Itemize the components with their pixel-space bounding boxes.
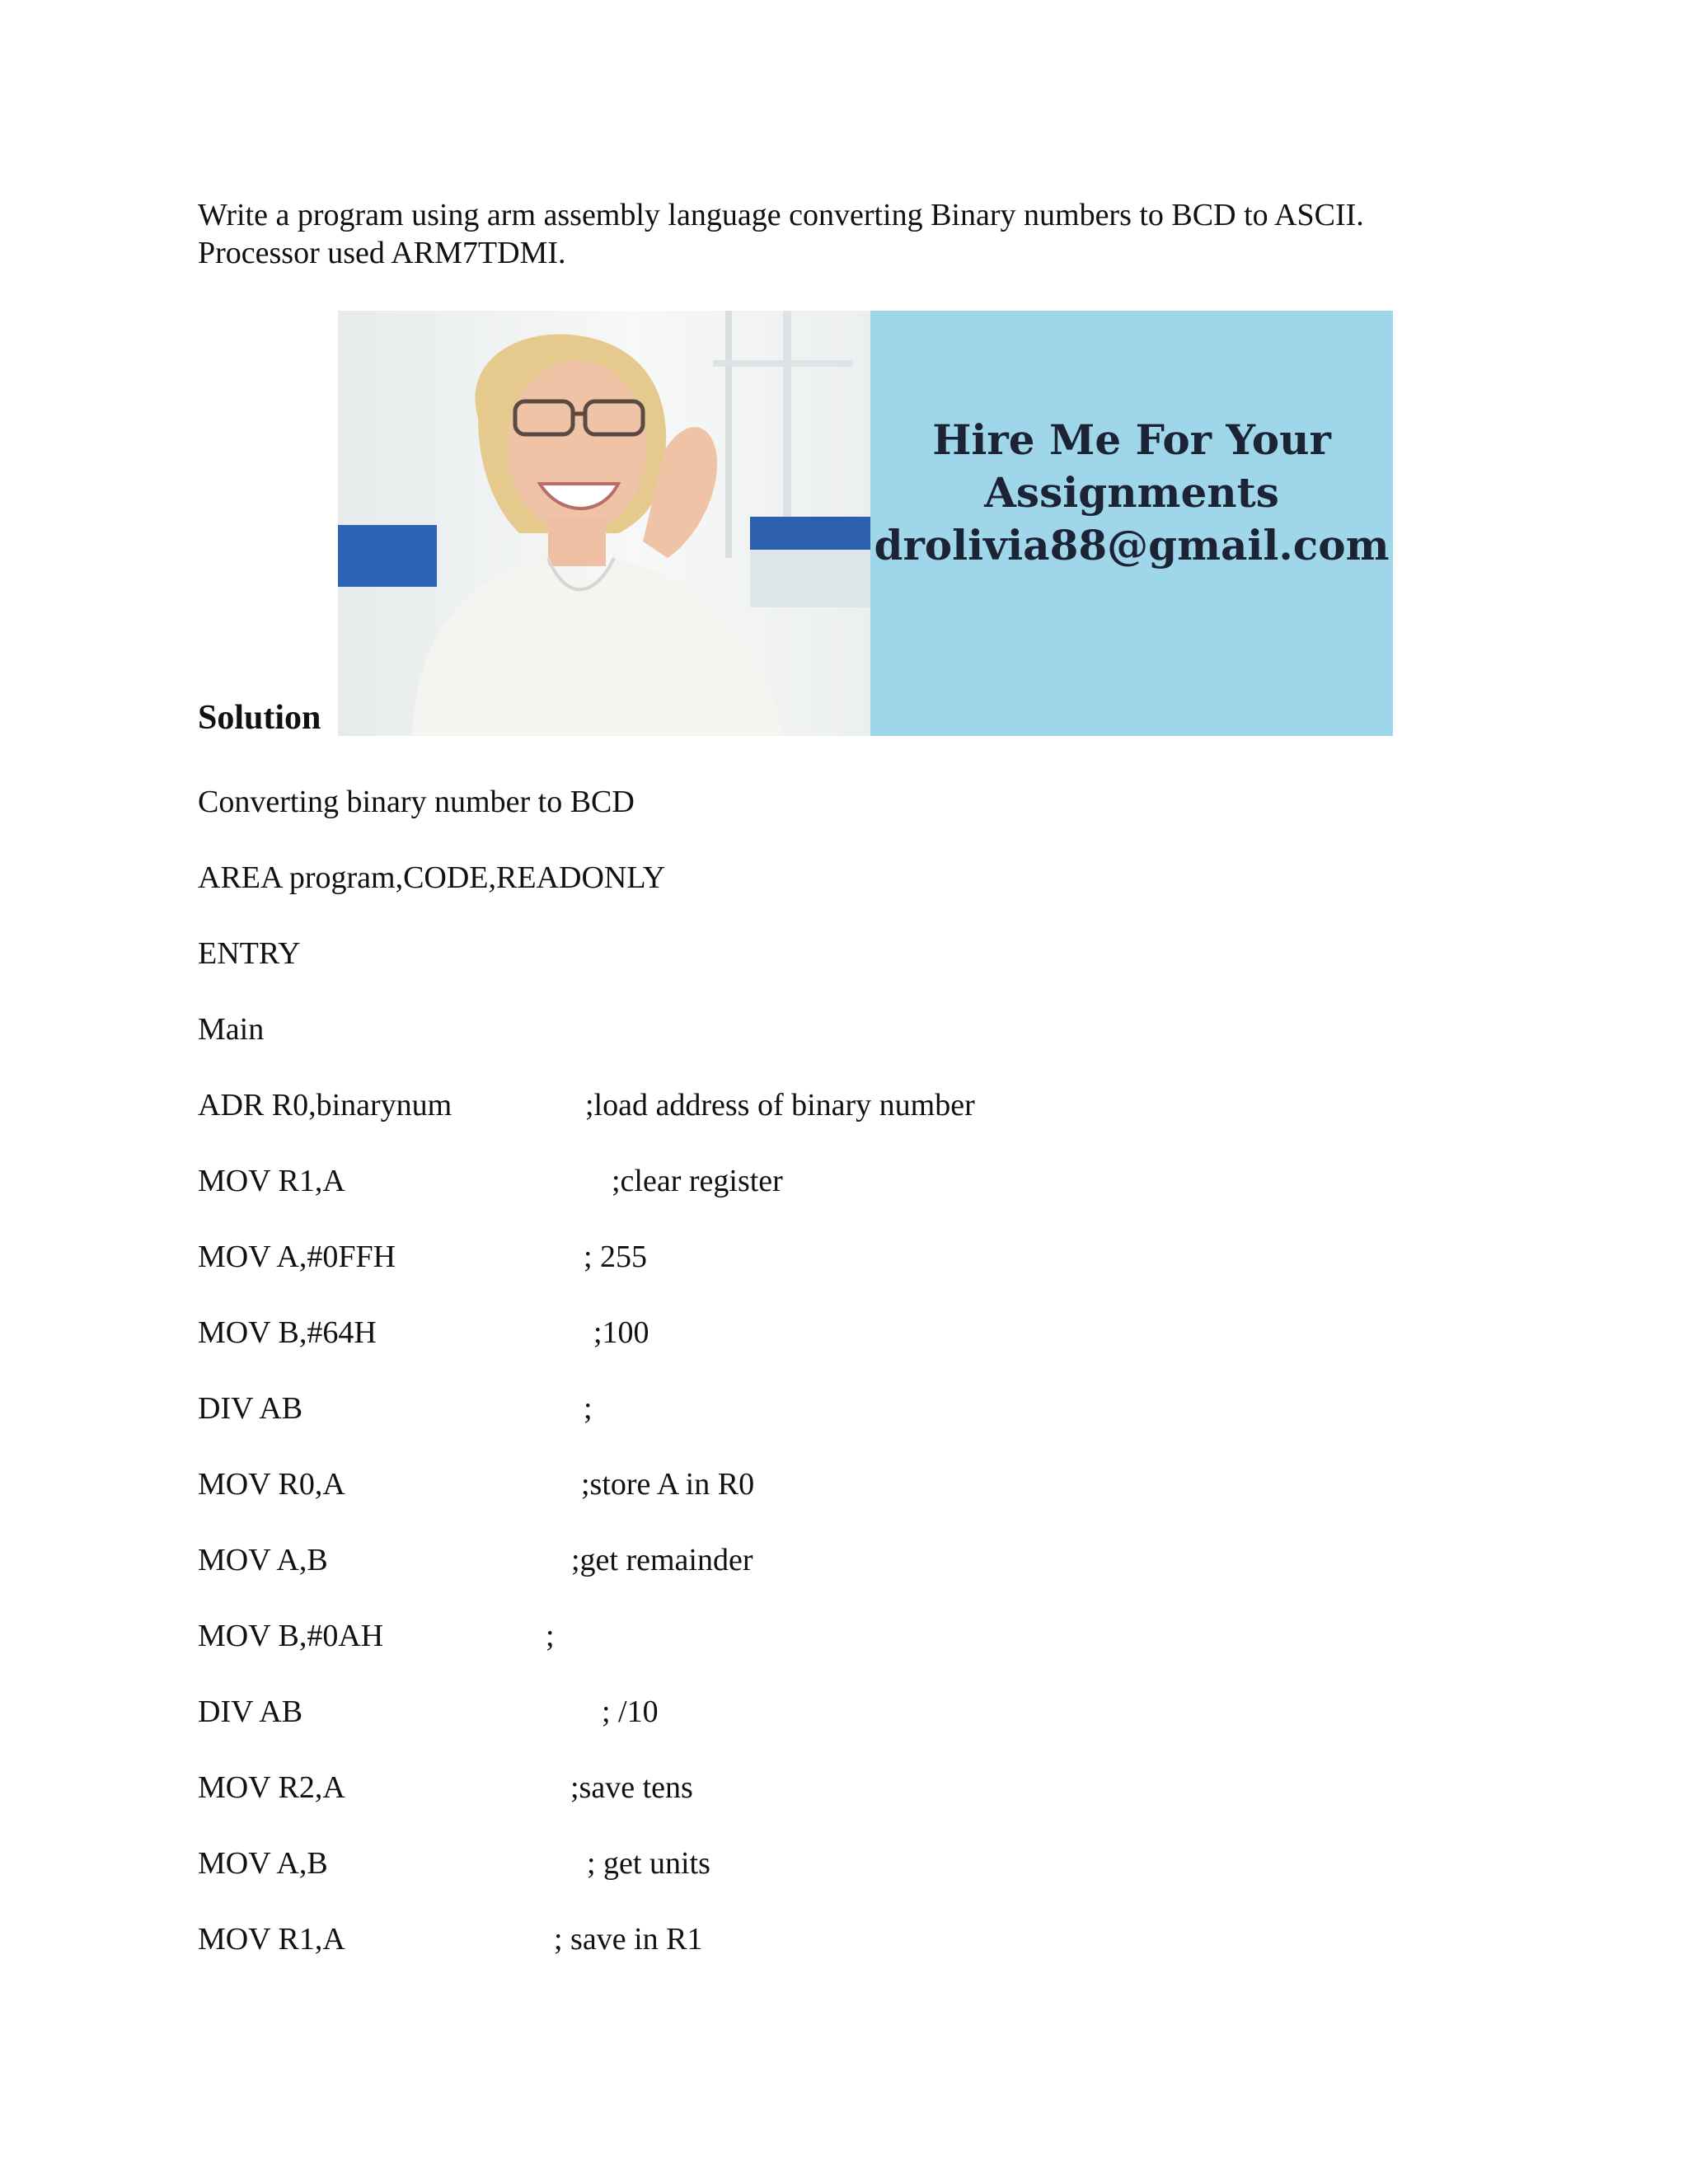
code-line (0, 1390, 1688, 1427)
code-comment: ; (546, 1619, 555, 1653)
code-instruction: DIV AB (198, 1391, 303, 1426)
code-line (0, 1920, 1688, 1958)
promo-line: Hire Me For Your (932, 415, 1331, 464)
code-line (0, 859, 1688, 897)
question-line: Processor used ARM7TDMI. (198, 236, 566, 270)
promo-text (870, 414, 1393, 572)
code-comment: ;clear register (612, 1164, 783, 1198)
code-instruction: MOV A,#0FFH (198, 1240, 396, 1274)
section-title: Converting binary number to BCD (198, 785, 635, 819)
advertisement-banner (338, 311, 1393, 736)
code-comment: ; save in R1 (554, 1922, 703, 1957)
code-line (0, 1238, 1688, 1276)
code-line (0, 1693, 1688, 1731)
code-instruction: MOV R2,A (198, 1770, 345, 1805)
code-instruction: MOV B,#64H (198, 1315, 377, 1350)
code-instruction: MOV A,B (198, 1846, 328, 1881)
code-instruction: ENTRY (198, 936, 301, 971)
code-comment: ;load address of binary number (585, 1088, 975, 1122)
code-line (0, 1465, 1688, 1503)
promo-line: Assignments (984, 468, 1279, 517)
woman-portrait-illustration (338, 311, 870, 736)
promo-panel (870, 311, 1393, 736)
code-line (0, 1086, 1688, 1124)
code-comment: ;store A in R0 (581, 1467, 755, 1502)
code-instruction: ADR R0,binarynum (198, 1088, 452, 1122)
code-instruction: MOV R1,A (198, 1164, 345, 1198)
code-line (0, 1010, 1688, 1048)
code-instruction: MOV R1,A (198, 1922, 345, 1957)
code-line (0, 1162, 1688, 1200)
code-line (0, 1769, 1688, 1807)
code-line (0, 1844, 1688, 1882)
code-line (0, 1314, 1688, 1352)
code-comment: ; 255 (584, 1240, 648, 1274)
code-instruction: MOV B,#0AH (198, 1619, 384, 1653)
code-line (0, 1541, 1688, 1579)
question-text (198, 196, 1517, 272)
code-comment: ; (584, 1391, 593, 1426)
code-comment: ; get units (587, 1846, 710, 1881)
solution-heading: Solution (198, 699, 321, 737)
code-comment: ; /10 (602, 1694, 659, 1729)
woman-photo (338, 311, 870, 736)
code-line (0, 1617, 1688, 1655)
code-instruction: AREA program,CODE,READONLY (198, 860, 666, 895)
code-comment: ;get remainder (571, 1543, 753, 1577)
code-instruction: MOV R0,A (198, 1467, 345, 1502)
code-instruction: DIV AB (198, 1694, 303, 1729)
code-instruction: MOV A,B (198, 1543, 328, 1577)
code-comment: ;100 (593, 1315, 649, 1350)
code-instruction: Main (198, 1012, 265, 1047)
code-comment: ;save tens (570, 1770, 693, 1805)
question-line: Write a program using arm assembly language converting Binary numbers to BCD to ASCII. (198, 198, 1364, 232)
code-line (0, 935, 1688, 972)
promo-email: drolivia88@gmail.com (874, 521, 1390, 569)
